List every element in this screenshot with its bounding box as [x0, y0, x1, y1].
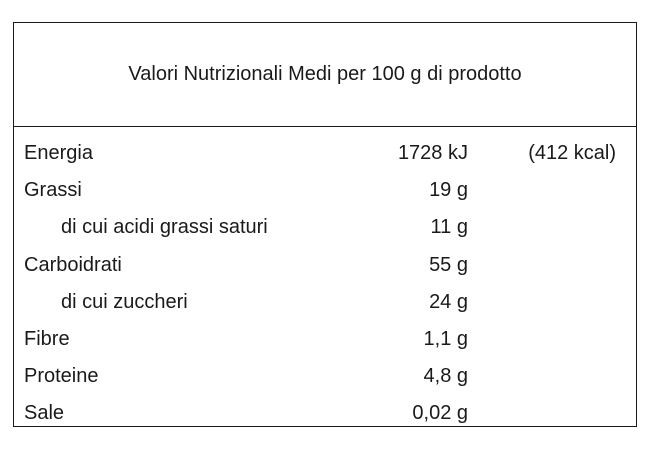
row-proteine — [14, 364, 636, 401]
row-label: Energia — [24, 142, 93, 164]
row-sale — [14, 401, 636, 438]
row-label: di cui acidi grassi saturi — [61, 216, 268, 238]
row-value: 19 g — [429, 179, 468, 201]
row-label: Grassi — [24, 179, 82, 201]
row-label: Fibre — [24, 328, 70, 350]
row-label: di cui zuccheri — [61, 291, 188, 313]
row-energia — [14, 141, 636, 178]
row-label: Sale — [24, 402, 65, 424]
row-value: 1,1 g — [423, 328, 468, 350]
row-label: Proteine — [24, 365, 99, 387]
row-carboidrati — [14, 253, 636, 290]
row-grassi — [14, 178, 636, 215]
table-header — [14, 23, 636, 127]
row-value: 1728 kJ — [397, 142, 468, 164]
row-label: Carboidrati — [24, 254, 122, 276]
row-zuccheri — [14, 290, 636, 327]
row-value: 4,8 g — [423, 365, 468, 387]
row-value: 55 g — [429, 254, 468, 276]
row-fibre — [14, 327, 636, 364]
row-acidi-grassi-saturi — [14, 215, 636, 252]
row-value: 0,02 g — [412, 402, 468, 424]
row-extra-value: (412 kcal) — [528, 142, 616, 164]
row-value: 11 g — [430, 216, 468, 238]
row-value: 24 g — [429, 291, 468, 313]
nutrition-table — [13, 22, 637, 427]
table-title: Valori Nutrizionali Medi per 100 g di prodotto — [128, 63, 522, 85]
